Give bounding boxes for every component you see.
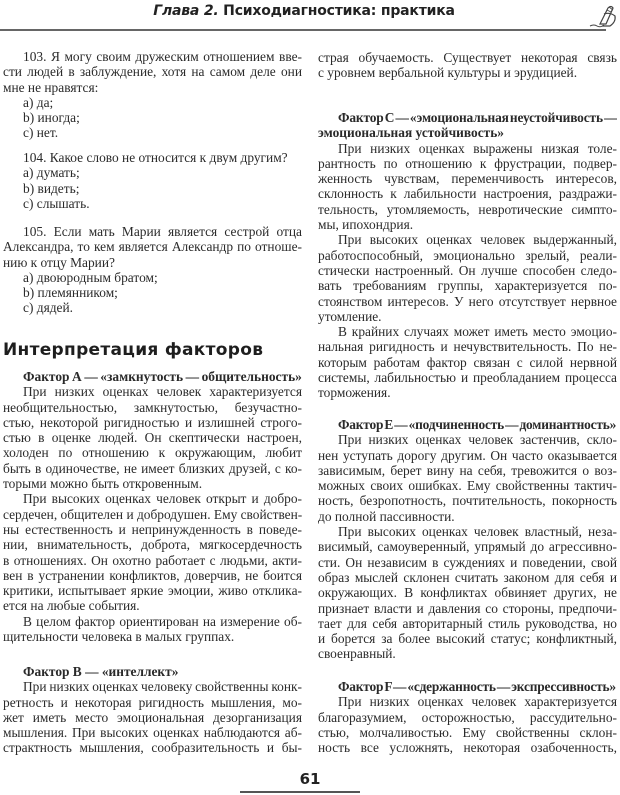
answer-option: c) дядей. (23, 300, 73, 316)
left-column (3, 0, 302, 795)
factor-title: Фактор С — «эмоциональная неустойчивость — (338, 110, 617, 125)
question-q105 (3, 224, 302, 316)
text-line: 103. Я могу своим дружеским отношением вве- (23, 49, 302, 64)
text-line: сердечен, общителен и добродушен. Ему свойствен- (3, 506, 302, 522)
text-line: благоразумием, осторожностью, рассудительно- (318, 709, 617, 725)
text-line: 104. Какое слово не относится к двум другим? (23, 150, 288, 165)
section-factor-f (318, 679, 617, 755)
text-line: стью, молчаливостью. Ему свойственны склон- (318, 724, 617, 740)
text-line: тает для себя авторитарный стиль руководства, но (318, 615, 617, 631)
text-line: висимый, самоуверенный, упрямый до агрессивно- (318, 539, 617, 555)
text-line: В крайних случаях может иметь место эмоцио- (338, 324, 617, 340)
text-line: необщительностью, замкнутостью, безучастно- (3, 399, 302, 415)
answer-option: c) нет. (23, 125, 59, 141)
factor-title: Фактор А — «замкнутость — общительность» (23, 369, 302, 384)
text-line: страя обучаемость. Существует некоторая связь (318, 50, 617, 65)
text-line: холоден по отношению к окружающим, любит (3, 445, 302, 461)
text-line: работоспособный, эмоционально зрелый, реали- (318, 247, 617, 263)
text-line: признает власти и давления со стороны, предпочи- (318, 600, 617, 616)
text-line: При высоких оценках человек выдержанный, (338, 232, 617, 248)
text-line: При низких оценках человеку свойственны конк- (23, 679, 302, 695)
text-line: женность чувствам, переменчивость интересов, (318, 171, 617, 187)
text-line: нии, внимательность, доброта, мягкосердечность (3, 537, 302, 553)
text-line: торможения. (318, 385, 391, 401)
text-line: образ мыслей склонен считать законом для себя и (318, 569, 617, 585)
text-line: мы, ипохондрия. (318, 217, 414, 233)
text-line: с уровнем вербальной культуры и эрудицией. (318, 65, 578, 81)
text-line: сти людей в заблуждение, хотя на самом деле они (3, 64, 302, 80)
text-line: быть в одиночестве, не имеет близких друзей, с ко- (3, 460, 302, 476)
text-line: стью, некоторой ригидностью и излишней строго- (3, 414, 302, 430)
chapter-title: Психодиагностика: практика (223, 3, 455, 19)
text-line: ность все усложнять, некоторая озабоченность, (318, 740, 617, 756)
text-line: При низких оценках выражены низкая толе- (338, 140, 617, 156)
text-line: стически настроенный. Он лучше способен следо- (318, 262, 617, 278)
section-factor-b (3, 664, 302, 756)
text-line: Александра, то кем является Александр по отноше- (3, 239, 302, 255)
text-line: утомление. (318, 308, 382, 324)
text-line: 105. Если мать Марии является сестрой отца (23, 224, 302, 239)
factor-title: эмоциональная устойчивость» (318, 125, 504, 141)
answer-option: b) племянником; (23, 285, 118, 301)
text-line: торыми можно быть откровенным. (3, 476, 203, 492)
section-factor-e (318, 417, 617, 662)
text-line: ется на любые события. (3, 598, 140, 614)
answer-option: a) думать; (23, 165, 80, 181)
answer-option: b) иногда; (23, 110, 80, 126)
text-line: нен уступать дорогу другим. Он часто оказывается (318, 447, 617, 463)
answer-option: c) слышать. (23, 195, 90, 211)
text-line: При высоких оценках человек властный, неза- (338, 524, 617, 540)
page-number-rule (240, 791, 360, 793)
chapter-label: Глава 2. (153, 3, 219, 19)
question-q104 (3, 150, 302, 211)
text-line: ретность и некоторая ригидность мышления, мо- (3, 694, 302, 710)
text-line: и борется за более высокий статус; конфликтный, (318, 631, 617, 647)
text-line: системы, лабильностью и преобладанием процесса (318, 370, 617, 386)
text-line: вен в устранении конфликтов, доверчив, не боится (3, 567, 302, 583)
section-heading (3, 340, 302, 360)
factor-title: Фактор В — «интеллект» (23, 664, 179, 679)
text-line: ность, безропотность, почтительность, покорность (318, 493, 617, 509)
answer-option: b) видеть; (23, 180, 80, 196)
question-q103 (3, 49, 302, 141)
text-line: жет иметь место эмоциональная дезорганизация (3, 709, 302, 725)
text-line: можных своих ошибках. Ему свойственны тактич- (318, 478, 617, 494)
text-line: рантность по отношению к фрустрации, подвер- (318, 155, 617, 171)
text-line: При низких оценках человек характеризуется (23, 384, 302, 400)
section-factor-a (3, 369, 302, 644)
section-heading-text: Интерпретация факторов (3, 340, 264, 360)
text-line: В целом фактор ориентирован на измерение об- (23, 613, 302, 629)
text-line: При низких оценках человек характеризуется (338, 694, 617, 710)
text-line: до полной пассивности. (318, 508, 455, 524)
text-line: своенравный. (318, 646, 396, 662)
text-line: нальная ригидность и нечувствительность. По не- (318, 339, 617, 355)
text-line: страктность мышления, сообразительность и бы- (3, 740, 302, 756)
text-line: нию к отцу Марии? (3, 254, 115, 270)
text-line: стью в оценке людей. Он скептически настроен, (3, 430, 302, 446)
text-line: склонность к лабильности настроения, раздражи- (318, 186, 617, 202)
text-line: вать требованиям группы, характеризуется по- (318, 278, 617, 294)
text-line: критики, испытывает яркие эмоции, живо откликa- (3, 583, 302, 599)
text-line: зависимым, берет вину на себя, тревожится о воз- (318, 462, 617, 478)
text-line: окружающих. В конфликтах обвиняет других, не (318, 585, 617, 601)
text-line: ны естественность и непринужденность в поведе- (3, 521, 302, 537)
right-column (318, 0, 617, 795)
section-factor-c (318, 110, 617, 401)
text-line: тельность, утомляемость, невротические симпто- (318, 201, 617, 217)
text-line: в отношениях. Он охотно работает с людьми, акти- (3, 552, 302, 568)
answer-option: a) двоюродным братом; (23, 269, 158, 285)
factor-title: Фактор F — «сдержанность — экспрессивность» (338, 679, 616, 694)
text-line: При низких оценках человек застенчив, скло- (338, 432, 617, 448)
factor-title: Фактор Е — «подчиненность — доминантность» (338, 417, 617, 432)
continuation-text (318, 50, 617, 81)
text-line: мышления. При высоких оценках наблюдаются аб- (3, 725, 302, 741)
page-number: 61 (299, 770, 321, 788)
text-line: которым работам фактор связан с силой нервной (318, 354, 617, 370)
text-line: мне не нравятся: (3, 79, 99, 95)
text-line: щительности человека в малых группах. (3, 629, 235, 645)
answer-option: a) да; (23, 94, 54, 110)
text-line: сти. Он независим в суждениях и поведении, свой (318, 554, 617, 570)
text-line: стоянством интересов. У него отсутствует нервное (318, 293, 617, 309)
text-line: При высоких оценках человек открыт и добро- (23, 491, 302, 507)
